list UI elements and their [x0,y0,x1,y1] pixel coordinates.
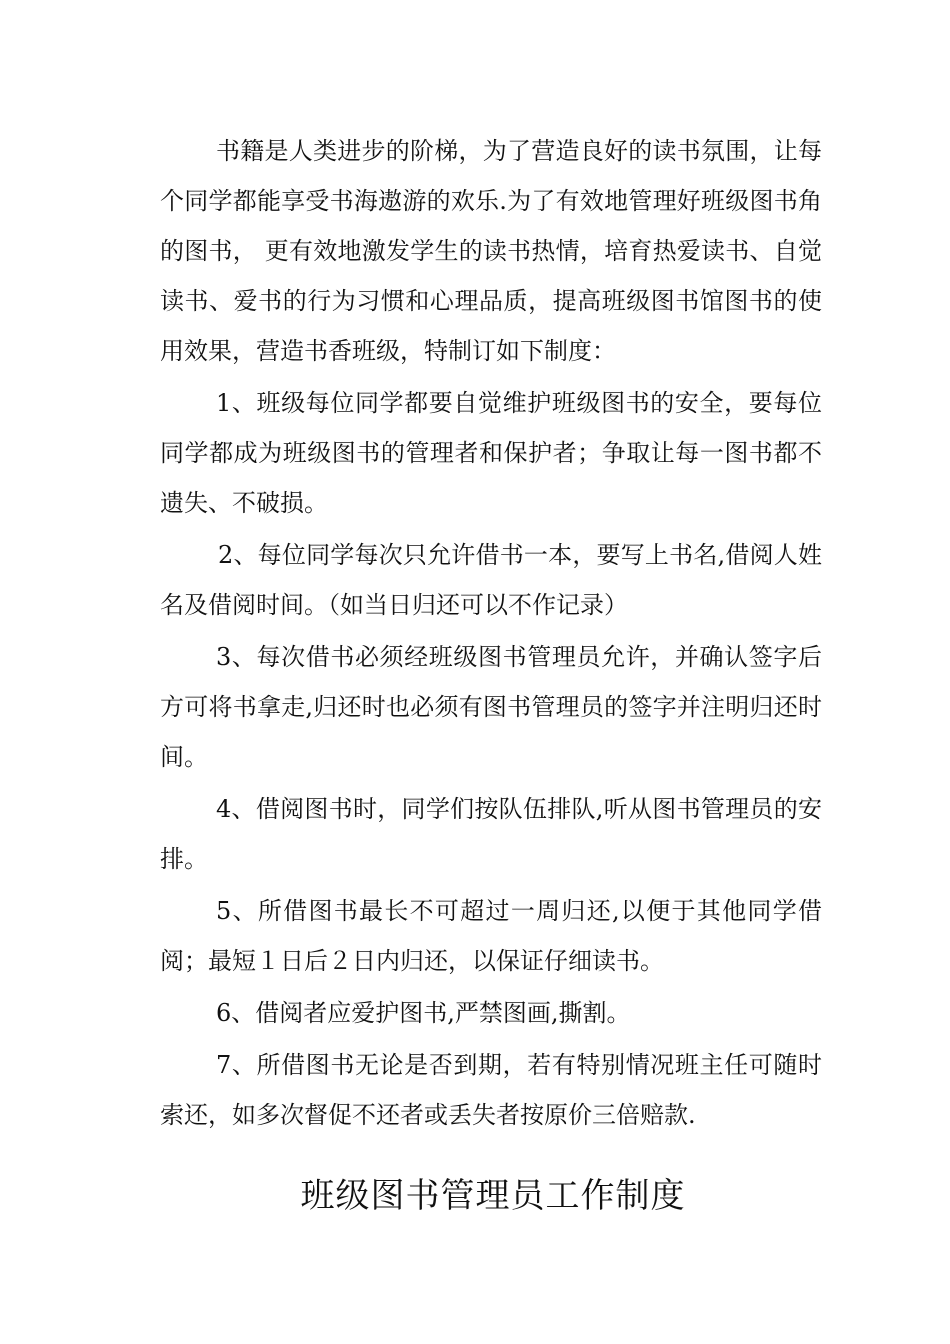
rule-item-6: 6、借阅者应爱护图书,严禁图画,撕割。 [216,999,631,1027]
document-body [160,126,822,1142]
rule-item-4: 4、借阅图书时，同学们按队伍排队,听从图书管理员的安排。 [160,795,822,873]
rule-item-2: 2、每位同学每次只允许借书一本，要写上书名,借阅人姓名及借阅时间。（如当日归还可以不作记录） [160,541,822,619]
section-title: 班级图书管理员工作制度 [300,1176,686,1216]
intro-paragraph: 书籍是人类进步的阶梯，为了营造良好的读书氛围，让每个同学都能享受书海遨游的欢乐.为了有效地管理好班级图书角的图书， 更有效地激发学生的读书热情，培育热爱读书、自觉读书、爱书的行为习惯和心理品质，提高班级图书馆图书的使用效果，营造书香班级，特制订如下制度： [160,137,822,365]
rule-item-7: 7、所借图书无论是否到期，若有特别情况班主任可随时索还，如多次督促不还者或丢失者按原价三倍赔款. [160,1051,822,1129]
rule-item-5: 5、所借图书最长不可超过一周归还,以便于其他同学借阅；最短１日后２日内归还，以保证仔细读书。 [160,897,822,975]
rule-item-3: 3、每次借书必须经班级图书管理员允许，并确认签字后方可将书拿走,归还时也必须有图书管理员的签字并注明归还时间。 [160,643,822,771]
rule-item-1: 1、班级每位同学都要自觉维护班级图书的安全，要每位同学都成为班级图书的管理者和保护者；争取让每一图书都不遗失、不破损。 [160,389,822,517]
